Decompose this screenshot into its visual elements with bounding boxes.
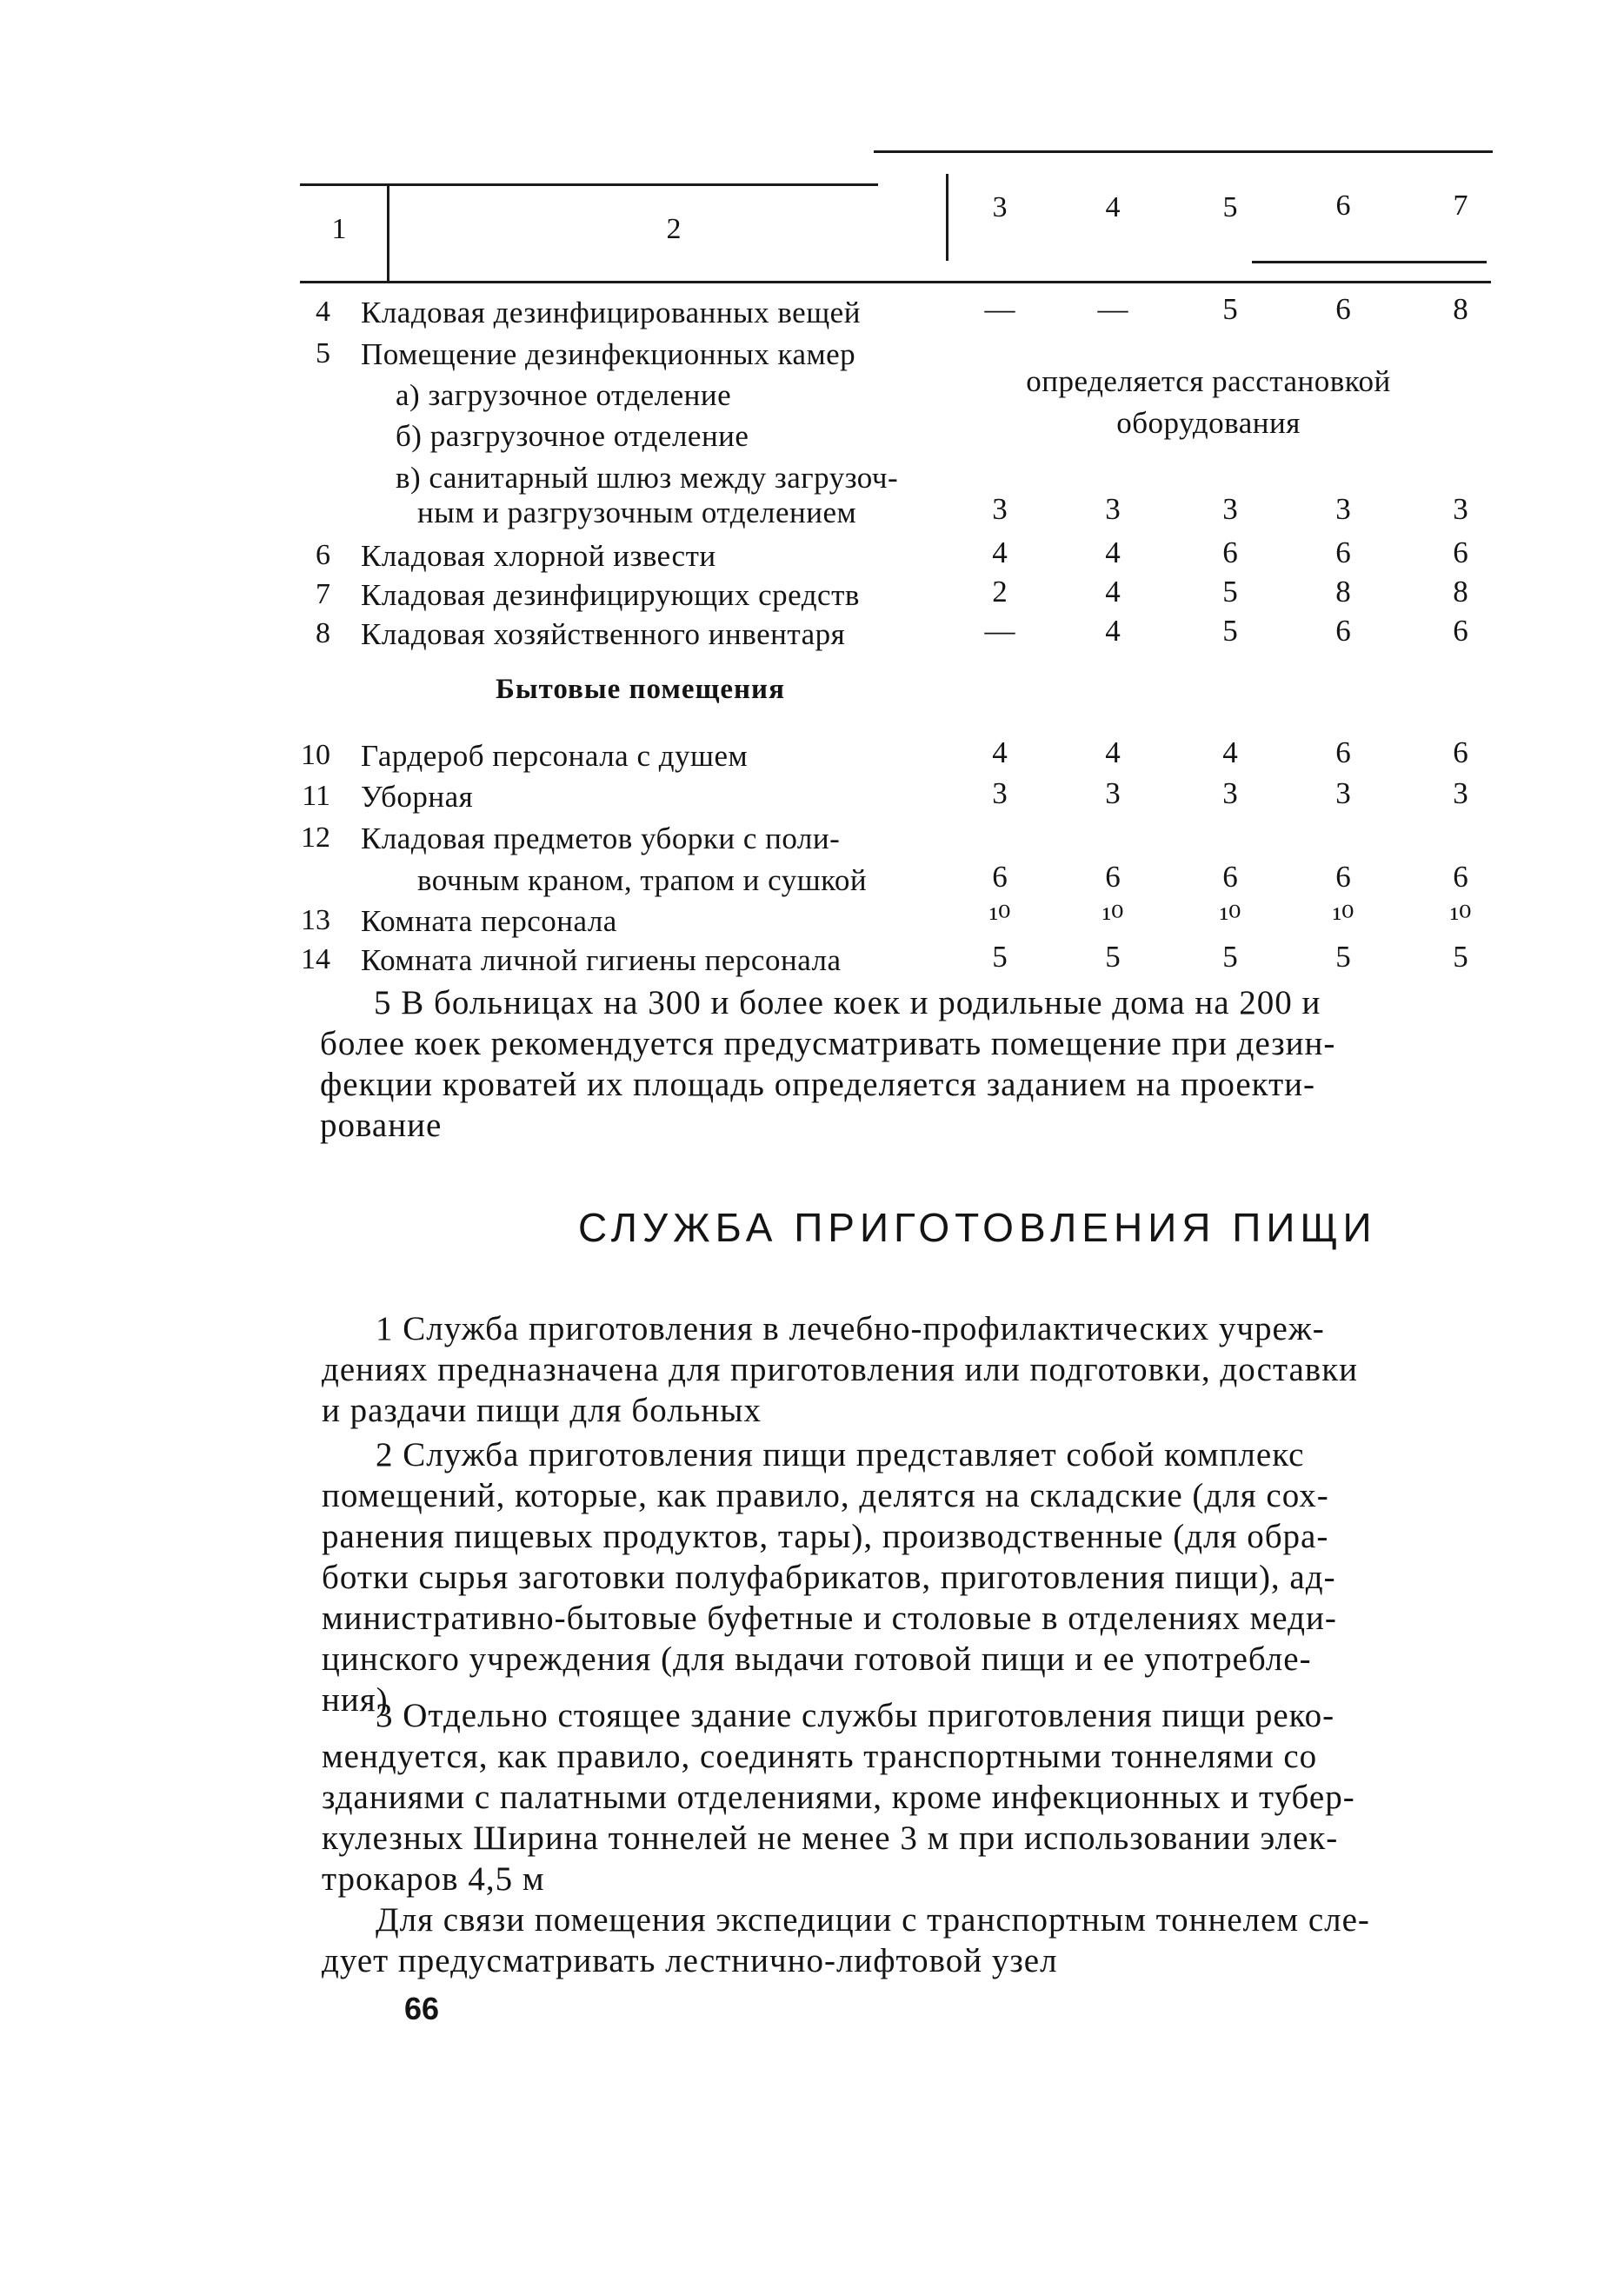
body-paragraph-line: дениях предназначена для приготовления или подготовки, доставки (322, 1351, 1359, 1388)
body-paragraph-line: зданиями с палатными отделениями, кроме инфекционных и тубер- (322, 1779, 1355, 1816)
note-5-line: 5 В больницах на 300 и более коек и родильные дома на 200 и (374, 984, 1321, 1021)
table-cell-value: 6 (1453, 735, 1468, 769)
table-cell-value: 8 (1335, 575, 1351, 609)
table-cell-value: 4 (1105, 614, 1121, 648)
body-paragraph-line: мендуется, как правило, соединять транспортными тоннелями со (322, 1738, 1318, 1775)
table-cell-value: ¹⁰ (1102, 901, 1124, 935)
table-cell-value: 3 (1335, 492, 1351, 526)
body-paragraph-line: цинского учреждения (для выдачи готовой пищи и ее употребле- (322, 1640, 1312, 1678)
table-cell-value: 3 (992, 776, 1008, 810)
table-col-divider-1 (387, 183, 389, 281)
body-paragraph (322, 1434, 1534, 1720)
table-cell-value: 3 (1105, 776, 1121, 810)
body-paragraph-line: 1 Служба приготовления в лечебно-профилактических учреж- (376, 1310, 1325, 1347)
table-cell-value: 4 (992, 735, 1008, 769)
table-row-number: 14 (301, 943, 330, 975)
table-cell-value: 6 (992, 860, 1008, 894)
table-cell-value: 6 (1335, 614, 1351, 648)
table-cell-value: 5 (1222, 292, 1238, 326)
table-header-col6: 6 (1335, 190, 1351, 222)
body-paragraph-line: ботки сырья заготовки полуфабрикатов, приготовления пищи), ад- (322, 1559, 1336, 1596)
table-row-label: б) разгрузочное отделение (396, 419, 749, 453)
table-cell-value: 3 (1222, 776, 1238, 810)
table-top-rule-right (874, 150, 1493, 153)
table-row-label: Кладовая хлорной извести (361, 539, 716, 573)
table-row-label: а) загрузочное отделение (396, 378, 732, 412)
table-cell-value: 6 (1222, 860, 1238, 894)
body-paragraph-line: министративно-бытовые буфетные и столовые в отделениях меди- (322, 1600, 1337, 1637)
table-cell-value: 3 (1335, 776, 1351, 810)
note-5 (320, 982, 1533, 1146)
body-paragraph-line: помещений, которые, как правило, делятся на складские (для сох- (322, 1477, 1329, 1514)
table-row-number: 12 (301, 822, 330, 854)
table-row-label: Комната личной гигиены персонала (361, 943, 842, 977)
table-col-divider-2 (946, 174, 948, 261)
table-row-label: Кладовая дезинфицирующих средств (361, 578, 860, 612)
table-row-number: 7 (316, 578, 330, 610)
table-row-label: Помещение дезинфекционных камер (361, 337, 856, 371)
note-5-line: рование (320, 1107, 443, 1144)
table-cell-value: 5 (992, 940, 1008, 974)
table-header-rule (300, 281, 1491, 283)
table-span-note (982, 361, 1434, 444)
body-paragraph-line: трокаров 4,5 м (322, 1860, 545, 1898)
table-row-number: 4 (316, 296, 330, 328)
table-cell-value: 3 (992, 492, 1008, 526)
table-row-label: ным и разгрузочным отделением (417, 496, 857, 529)
table-cell-value: 8 (1453, 575, 1468, 609)
body-paragraph-line: дует предусматривать лестнично-лифтовой узел (322, 1942, 1058, 1979)
table-cell-value: 3 (1105, 492, 1121, 526)
table-cell-value: 5 (1105, 940, 1121, 974)
table-cell-value: 5 (1222, 614, 1238, 648)
table-row-number: 11 (302, 780, 330, 812)
table-cell-value: ¹⁰ (1219, 901, 1241, 935)
table-subheading: Бытовые помещения (496, 674, 785, 705)
span-note-line2: оборудования (1116, 406, 1301, 440)
table-header-col3: 3 (992, 191, 1008, 223)
body-paragraph-line: ния) (322, 1681, 389, 1719)
table-cell-value: — (984, 614, 1015, 648)
table-row-number: 10 (301, 739, 330, 771)
body-paragraph-line: и раздачи пищи для больных (322, 1392, 762, 1429)
table-cell-value: — (1097, 292, 1128, 326)
table-header-col7: 7 (1453, 190, 1468, 222)
table-header-col5: 5 (1222, 191, 1238, 223)
table-row-number: 8 (316, 617, 330, 649)
table-row-label: вочным краном, трапом и сушкой (417, 863, 868, 897)
table-row-label: Кладовая дезинфицированных вещей (361, 296, 861, 329)
table-header-col4: 4 (1105, 191, 1121, 223)
table-cell-value: 4 (992, 535, 1008, 569)
table-row-label: Кладовая предметов уборки с поли- (361, 822, 841, 855)
body-paragraph (322, 1308, 1534, 1431)
table-header-subrule (1252, 261, 1487, 263)
table-cell-value: 8 (1453, 292, 1468, 326)
table-cell-value: — (984, 292, 1015, 326)
table-row-number: 5 (316, 337, 330, 369)
body-paragraph (322, 1899, 1534, 1981)
table-row-label: Кладовая хозяйственного инвентаря (361, 617, 846, 651)
table-cell-value: 6 (1222, 535, 1238, 569)
table-header-col2: 2 (666, 213, 682, 245)
table-row-number: 6 (316, 539, 330, 571)
body-paragraph-line: кулезных Ширина тоннелей не менее 3 м при использовании элек- (322, 1819, 1339, 1857)
table-row-label: Комната персонала (361, 904, 617, 938)
body-paragraph-line: ранения пищевых продуктов, тары), производственные (для обра- (322, 1518, 1329, 1555)
table-cell-value: 6 (1335, 292, 1351, 326)
body-paragraph-line: 2 Служба приготовления пищи представляет собой комплекс (376, 1436, 1305, 1473)
table-cell-value: 6 (1105, 860, 1121, 894)
section-title: СЛУЖБА ПРИГОТОВЛЕНИЯ ПИЩИ (578, 1205, 1377, 1250)
table-cell-value: ¹⁰ (1449, 901, 1472, 935)
body-paragraph (322, 1695, 1534, 1899)
table-cell-value: ¹⁰ (1332, 901, 1354, 935)
note-5-line: более коек рекомендуется предусматривать помещение при дезин- (320, 1025, 1336, 1062)
table-cell-value: 2 (992, 575, 1008, 609)
table-cell-value: 4 (1105, 575, 1121, 609)
body-paragraph-line: Для связи помещения экспедиции с транспортным тоннелем сле- (376, 1901, 1370, 1939)
table-row-label: Уборная (361, 780, 474, 814)
table-cell-value: 6 (1335, 860, 1351, 894)
body-paragraph-line: 3 Отдельно стоящее здание службы приготовления пищи реко- (376, 1697, 1335, 1734)
table-row-number: 13 (301, 904, 330, 936)
table-cell-value: 4 (1105, 535, 1121, 569)
table-cell-value: 3 (1222, 492, 1238, 526)
table-cell-value: ¹⁰ (988, 901, 1011, 935)
table-cell-value: 4 (1222, 735, 1238, 769)
note-5-line: фекции кроватей их площадь определяется заданием на проекти- (320, 1066, 1316, 1103)
table-cell-value: 3 (1453, 776, 1468, 810)
table-cell-value: 5 (1453, 940, 1468, 974)
table-cell-value: 5 (1222, 940, 1238, 974)
table-row-label: Гардероб персонала с душем (361, 739, 749, 773)
table-cell-value: 5 (1222, 575, 1238, 609)
table-cell-value: 6 (1335, 535, 1351, 569)
table-cell-value: 6 (1453, 535, 1468, 569)
table-cell-value: 5 (1335, 940, 1351, 974)
span-note-line1: определяется расстановкой (1026, 364, 1391, 398)
table-row-label: в) санитарный шлюз между загрузоч- (396, 461, 899, 495)
table-cell-value: 4 (1105, 735, 1121, 769)
table-cell-value: 6 (1453, 614, 1468, 648)
table-cell-value: 6 (1335, 735, 1351, 769)
table-cell-value: 3 (1453, 492, 1468, 526)
table-header-col1: 1 (331, 213, 347, 245)
page-number: 66 (404, 1991, 440, 2026)
table-cell-value: 6 (1453, 860, 1468, 894)
